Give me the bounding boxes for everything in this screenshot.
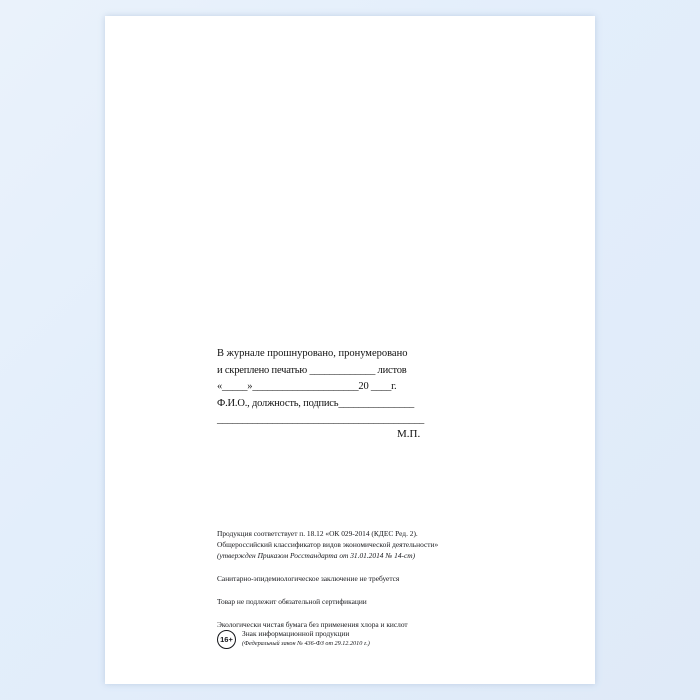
info-mark-title: Знак информационной продукции — [242, 629, 350, 638]
info-mark-text — [242, 629, 370, 649]
stamp-place-label: М.П. — [397, 428, 421, 440]
legal-line-3: (утвержден Приказом Росстандарта от 31.01.2014 № 14-ст) — [217, 551, 416, 560]
seal-certification-block — [217, 346, 547, 429]
document-page — [105, 16, 595, 684]
legal-paragraph-classification — [217, 528, 557, 561]
seal-line-4-signature: Ф.И.О., должность, подпись_______________ — [217, 397, 415, 409]
information-product-mark — [217, 629, 370, 649]
legal-paragraph-eco-paper: Экологически чистая бумага без применения хлора и кислот — [217, 620, 408, 629]
seal-line-5-blank: _________________________________________ — [217, 414, 425, 425]
legal-paragraph-sanitary: Санитарно-эпидемиологическое заключение не требуется — [217, 574, 400, 583]
age-rating-icon: 16+ — [217, 630, 236, 649]
seal-line-2: и скреплено печатью _____________ листов — [217, 364, 407, 376]
legal-notices-block — [217, 528, 557, 642]
seal-line-3-date: «_____»_____________________20 ____г. — [217, 381, 397, 392]
legal-line-1: Продукция соответствует п. 18.12 «ОК 029-2014 (КДЕС Ред. 2). — [217, 529, 418, 538]
seal-line-1: В журнале прошнуровано, пронумеровано — [217, 348, 408, 359]
legal-line-2: Общероссийский классификатор видов экономической деятельности» — [217, 540, 439, 549]
legal-paragraph-certification: Товар не подлежит обязательной сертификации — [217, 597, 367, 606]
info-mark-subtitle: (Федеральный закон № 436-ФЗ от 29.12.2010 г.) — [242, 640, 370, 647]
